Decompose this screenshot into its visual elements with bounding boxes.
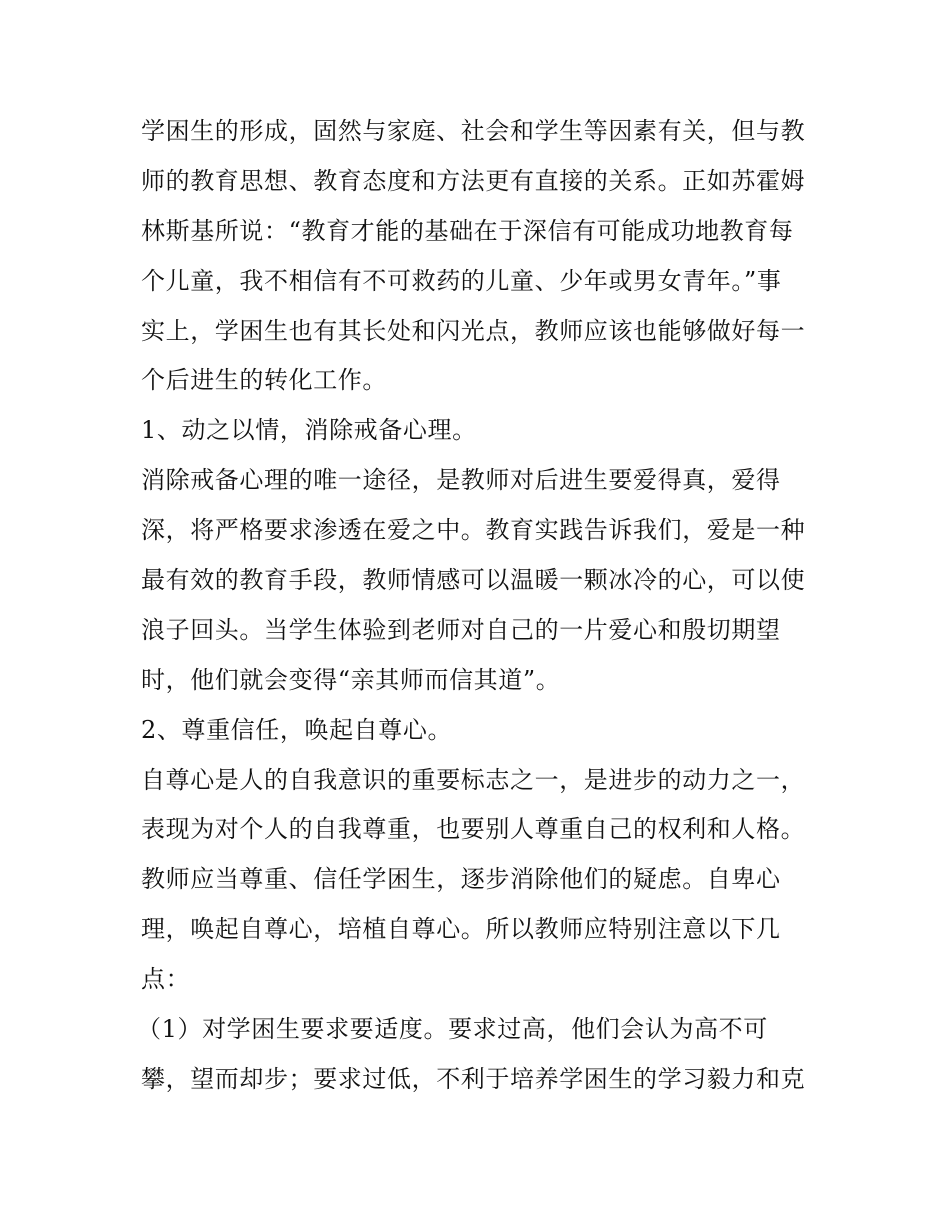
section-heading: 1、动之以情，消除戒备心理。 (141, 416, 477, 445)
text-line: 点： (141, 965, 191, 994)
text-line: 林斯基所说：“教育才能的基础在于深信有可能成功地教育每 (141, 216, 794, 245)
text-line: 实上，学困生也有其长处和闪光点，教师应该也能够做好每一 (141, 316, 806, 345)
text-line: 浪子回头。当学生体验到老师对自己的一片爱心和殷切期望 (141, 615, 781, 644)
text-line: 个儿童，我不相信有不可救药的儿童、少年或男女青年。”事 (141, 266, 782, 295)
text-line: 个后进生的转化工作。 (141, 366, 387, 395)
text-line: 学困生的形成，固然与家庭、社会和学生等因素有关，但与教 (141, 117, 806, 145)
text-line: 消除戒备心理的唯一途径，是教师对后进生要爱得真，爱得 (141, 466, 781, 495)
text-line: 表现为对个人的自我尊重，也要别人尊重自己的权利和人格。 (141, 815, 806, 844)
list-item-text: （1）对学困生要求要适度。要求过高，他们会认为高不可 (137, 1015, 768, 1044)
text-line: 时，他们就会变得“亲其师而信其道”。 (141, 665, 561, 694)
text-line: 最有效的教育手段，教师情感可以温暖一颗冰冷的心，可以使 (141, 566, 806, 595)
text-line: 理，唤起自尊心，培植自尊心。所以教师应特别注意以下几 (141, 915, 781, 944)
section-heading: 2、尊重信任，唤起自尊心。 (141, 715, 453, 744)
text-line: 自尊心是人的自我意识的重要标志之一，是进步的动力之一， (141, 765, 806, 794)
text-line: 教师应当尊重、信任学困生，逐步消除他们的疑虑。自卑心 (141, 865, 781, 894)
text-line: 攀，望而却步；要求过低，不利于培养学困生的学习毅力和克 (141, 1064, 806, 1093)
document-body (137, 107, 821, 1105)
text-line: 师的教育思想、教育态度和方法更有直接的关系。正如苏霍姆 (141, 166, 806, 195)
text-line: 深，将严格要求渗透在爱之中。教育实践告诉我们，爱是一种 (141, 516, 806, 545)
